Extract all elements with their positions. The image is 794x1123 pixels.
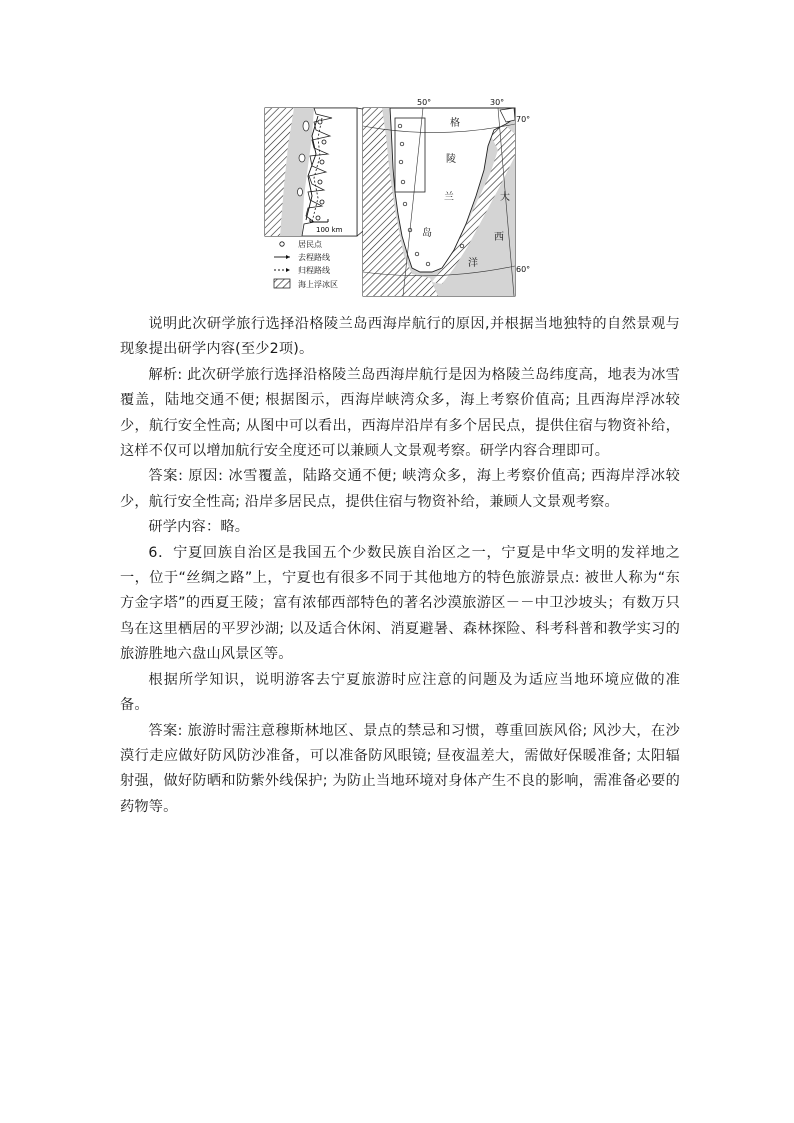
sea-ice-legend-icon [274, 279, 290, 288]
legend-settlement: 居民点 [298, 240, 322, 249]
question-6-prompt: 根据所学知识，说明游客去宁夏旅游时应注意的问题及为适应当地环境应做的准备。 [120, 671, 680, 714]
island-char-1: 格 [450, 118, 460, 129]
scale-label: 100 km [316, 226, 343, 234]
legend-outbound: 去程路线 [298, 253, 330, 262]
island-char-4: 岛 [422, 228, 432, 239]
lon-label-30: 30° [490, 98, 505, 107]
lat-label-70: 70° [516, 115, 531, 124]
question-prompt: 说明此次研学旅行选择沿格陵兰岛西海岸航行的原因,并根据当地独特的自然景观与现象提出研学内容(至少2项)。 [120, 316, 680, 358]
research-content-paragraph: 研学内容：略。 [148, 519, 250, 536]
lat-label-60: 60° [516, 265, 531, 274]
answer-paragraph: 答案: 原因: 冰雪覆盖，陆路交通不便; 峡湾众多，海上考察价值高; 西海岸浮冰较少，航行安全性高; 沿岸多居民点，提供住宿与物资补给，兼顾人文景观考察。 [120, 468, 680, 510]
island-char-3: 兰 [444, 192, 454, 203]
question-text-block [120, 312, 680, 820]
island-char-2: 陵 [446, 154, 456, 165]
question-6-answer: 答案: 旅游时需注意穆斯林地区、景点的禁忌和习惯，尊重回族风俗; 风沙大，在沙漠行走应做好防风防沙准备，可以准备防风眼镜; 昼夜温差大，需做好保暖准备; 太阳辐射强，做好防晒和防紫外线保护; 为防止当地环境对身体产生不良的影响，需准备必要的药物等。 [120, 722, 680, 815]
lon-label-50: 50° [417, 98, 432, 107]
ocean-char-1: 大 [500, 192, 510, 203]
question-6-text: 6．宁夏回族自治区是我国五个少数民族自治区之一，宁夏是中华文明的发祥地之一，位于“丝绸之路”上，宁夏也有很多不同于其他地方的特色旅游景点: 被世人称为“东方金字塔”的西夏王陵；富有浓郁西部特色的著名沙漠旅游区－－中卫沙坡头；有数万只鸟在这里栖居的平罗沙湖; 以及适合休闲、消夏避暑、森林探险、科考科普和教学实习的旅游胜地六盘山风景区等。 [120, 544, 680, 663]
analysis-paragraph: 解析: 此次研学旅行选择沿格陵兰岛西海岸航行是因为格陵兰岛纬度高，地表为冰雪覆盖，陆地交通不便; 根据图示，西海岸峡湾众多，海上考察价值高; 且西海岸浮冰较少，航行安全性高; 从图中可以看出，西海岸沿岸有多个居民点，提供住宿与物资补给，这样不仅可以增加航行安全度还可以兼顾人文景观考察。研学内容合理即可。 [120, 366, 680, 460]
legend-ice: 海上浮冰区 [298, 280, 338, 289]
legend-return: 归程路线 [298, 266, 330, 275]
ocean-char-3: 洋 [468, 258, 478, 269]
inset-map [265, 108, 357, 236]
greenland-map-figure [262, 96, 532, 302]
ocean-char-2: 西 [494, 232, 504, 243]
settlement-legend-icon [280, 242, 284, 246]
main-map [363, 98, 530, 296]
map-legend [274, 239, 338, 289]
map-svg [262, 96, 532, 302]
